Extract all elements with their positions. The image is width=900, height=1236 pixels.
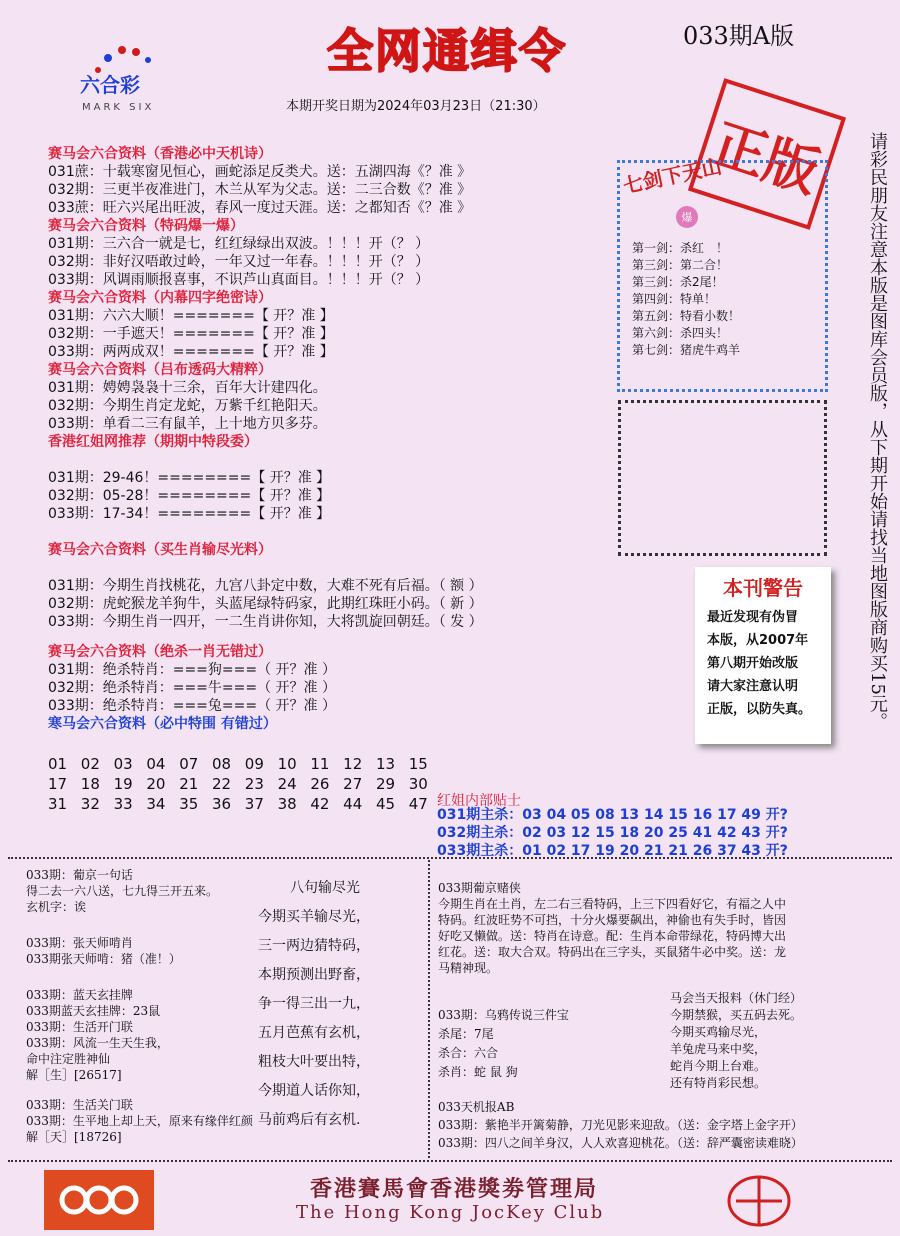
section-6 [48, 541, 483, 631]
section-line: 032期：一手遮天！=======【 开？准 】 [48, 326, 334, 342]
warning-line: 最近发现有伪冒 [707, 610, 799, 625]
hkjc-logo [44, 1170, 154, 1230]
section-title: 赛马会六合资料（香港必中天机诗） [48, 146, 272, 162]
number-cell: 35 [179, 795, 199, 813]
text-line: 033期：紫艳半开篱菊静，刀光见影来迎敌。（送：金字塔上金字开） [438, 1118, 803, 1132]
section-title: 赛马会六合资料（买生肖输尽光料） [48, 542, 272, 558]
poem-line: 八句输尽光 [290, 880, 360, 896]
section-title: 赛马会六合资料（吕布透码大精粹） [48, 362, 272, 378]
section-title: 香港红姐网推荐（期期中特段委） [48, 434, 258, 450]
text-line: 033期：生活开门联 [26, 1020, 133, 1034]
section-line: 033期：两两成双！=======【 开？准 】 [48, 344, 334, 360]
text-line: 033期葡京赌侠 [438, 881, 521, 895]
poem-line: 本期预测出野畜， [258, 967, 370, 983]
number-cell: 42 [310, 795, 330, 813]
page-title: 全网通缉令 [327, 24, 567, 78]
number-cell: 07 [179, 755, 199, 773]
number-row [48, 774, 442, 794]
poem-line: 五月芭蕉有玄机， [258, 1025, 370, 1041]
footer-title-cn: 香港賽馬會香港獎劵管理局 [310, 1176, 599, 1202]
section-line: 031期：今期生肖找桃花，九宫八卦定中数，大难不死有后福。（ 额 ） [48, 578, 483, 594]
number-cell: 29 [375, 775, 396, 793]
poem-line: 今期买羊输尽光， [258, 909, 370, 925]
number-cell: 38 [277, 795, 297, 813]
sword-item: 第五剑：特看小数！ [632, 309, 741, 323]
main-kill-row: 033期主杀：01 02 17 19 20 21 21 26 37 43 开? [437, 843, 788, 859]
section-line: 032期：三更半夜准进门，木兰从军为父志。送：二三合数《？准 》 [48, 182, 472, 198]
hongjie-title: 红姐内部贴士 [437, 793, 521, 809]
sword-item: 第七剑：猪虎牛鸡羊 [632, 343, 741, 357]
section-line: 032期：非好汉唔敢过岭，一年又过一年春。！！！开（？ ） [48, 254, 430, 270]
text-line: 今期禁猴，买五码去死。 [670, 1008, 803, 1022]
number-cell: 15 [408, 755, 428, 773]
section-5 [48, 433, 483, 523]
section-line: 033期：风调雨顺报喜事，不识芦山真面目。！！！开（？ ） [48, 272, 430, 288]
sword-item: 第一剑：杀红 ！ [632, 241, 729, 255]
bottom-left-text [26, 867, 253, 1145]
number-cell: 12 [343, 755, 363, 773]
main-kill-row: 032期主杀：02 03 12 15 18 20 25 41 42 43 开? [437, 825, 788, 841]
section-title: 赛马会六合资料（绝杀一肖无错过） [48, 644, 272, 660]
number-cell: 36 [211, 795, 232, 813]
sword-list [632, 240, 740, 359]
number-cell: 30 [408, 775, 428, 793]
explode-badge: 爆 [676, 206, 698, 228]
text-line: 杀肖：蛇 鼠 狗 [438, 1065, 518, 1079]
text-line: 解［天］[18726] [26, 1130, 122, 1144]
section-line: 031期：29-46！========【 开？准 】 [48, 470, 331, 486]
text-line: 特码。红波旺势不可挡，十分火爆要飙出，神偷也有失手时，皆因 [438, 913, 787, 927]
warning-line: 正版，以防失真。 [707, 702, 812, 717]
number-cell: 09 [244, 755, 264, 773]
number-cell: 32 [80, 795, 100, 813]
section-line: 032期：05-28！========【 开？准 】 [48, 488, 331, 504]
text-line: 羊兔虎马来中奖， [670, 1042, 767, 1056]
text-line: 杀合：六合 [438, 1046, 499, 1060]
text-line: 命中注定胜神仙 [26, 1052, 111, 1066]
main-kill-row: 031期主杀：03 04 05 08 13 14 15 16 17 49 开? [437, 807, 788, 823]
number-cell: 10 [277, 755, 297, 773]
number-grid [48, 754, 442, 814]
number-cell: 24 [277, 775, 297, 793]
number-row [48, 754, 442, 774]
number-row [48, 794, 442, 814]
footer-title-en: The Hong Kong JocKey Club [296, 1202, 605, 1223]
warning-line: 本版，从2007年 [707, 633, 809, 648]
text-line: 解［生］[26517] [26, 1068, 122, 1082]
edition-label: 033期A版 [683, 22, 795, 50]
number-cell: 44 [343, 795, 363, 813]
poem-line: 争一得三出一九， [258, 996, 370, 1012]
number-cell: 22 [211, 775, 232, 793]
text-line: 红花。送：取大合双。特码出在三字头，买鼠猪牛必中奖。送：龙 [438, 945, 787, 959]
section-line: 032期：虎蛇猴龙羊狗牛，头蓝尾绿特码家，此期红珠旺小码。（ 新 ） [48, 596, 483, 612]
number-cell: 04 [146, 755, 166, 773]
section-1 [48, 145, 483, 217]
section-line: 033期：单看二三有鼠羊，上十地方贝多芬。 [48, 416, 327, 432]
number-cell: 47 [408, 795, 428, 813]
number-cell: 13 [375, 755, 396, 773]
text-line: 蛇肖今期上台难。 [670, 1059, 767, 1073]
hongjie-list [437, 806, 788, 860]
number-cell: 02 [80, 755, 100, 773]
blue-section-title: 寒马会六合资料（必中特围 有错过） [48, 716, 277, 732]
draw-date: 本期开奖日期为2024年03月23日（21:30） [286, 99, 546, 114]
poem-block [258, 874, 370, 1135]
number-cell: 37 [244, 795, 264, 813]
seven-swords-title: 七剑下天山 [620, 153, 724, 199]
text-line: 033天机报AB [438, 1100, 515, 1114]
svg-text:六合彩: 六合彩 [80, 73, 140, 97]
warning-line: 请大家注意认明 [707, 679, 799, 694]
section-line: 031期：绝杀特肖：===狗===（ 开？准 ） [48, 662, 337, 678]
sword-item: 第三剑：第二合！ [632, 258, 729, 272]
number-cell: 03 [113, 755, 133, 773]
number-cell: 19 [113, 775, 133, 793]
text-line: 033期蓝天玄挂牌：23鼠 [26, 1004, 161, 1018]
svg-text:MARK SIX: MARK SIX [82, 102, 155, 113]
section-line: 032期：今期生肖定龙蛇，万紫千红艳阳天。 [48, 398, 327, 414]
number-cell: 23 [244, 775, 264, 793]
text-line: 033期：葡京一句话 [26, 868, 133, 882]
text-line: 玄机字：诶 [26, 900, 87, 914]
text-line: 杀尾：7尾 [438, 1027, 494, 1041]
poem-line: 三一两边猜特码， [258, 938, 370, 954]
warning-title: 本刊警告 [723, 576, 803, 600]
side-notice: 请彩民朋友注意本版是图库会员版，从下期开始请找当地图版商购买15元。 [867, 132, 888, 731]
text-line: 好吃又懒做。送：特肖在诗意。配：生肖本命带绿花，特码博大出 [438, 929, 787, 943]
horse-block [670, 990, 802, 1092]
section-line: 031期：三六合一就是七，红红绿绿出双波。！！！开（？ ） [48, 236, 430, 252]
section-line: 031蔗：十载寒窗见恒心，画蛇添足反类犬。送：五湖四海《？准 》 [48, 164, 472, 180]
divider [8, 1160, 892, 1162]
section-line: 032期：绝杀特肖：===牛===（ 开？准 ） [48, 680, 337, 696]
text-line: 得二去一六八送，七九得三开五来。 [26, 884, 219, 898]
number-cell: 45 [375, 795, 396, 813]
text-line: 033期：生平地上却上天，原来有缘伴红颜 [26, 1114, 253, 1128]
bottom-right-text [438, 880, 786, 976]
section-title: 赛马会六合资料（内幕四字绝密诗） [48, 290, 272, 306]
text-line: 还有特肖彩民想。 [670, 1076, 767, 1090]
text-line: 马会当天报料（休门经） [670, 991, 803, 1005]
section-title: 赛马会六合资料（特码爆一爆） [48, 218, 244, 234]
section-line: 033期：绝杀特肖：===兔===（ 开？准 ） [48, 698, 337, 714]
text-line: 033期：蓝天玄挂牌 [26, 988, 133, 1002]
number-cell: 20 [146, 775, 166, 793]
mark-six-logo [78, 40, 198, 120]
text-line: 今期买鸡输尽光， [670, 1025, 767, 1039]
section-2 [48, 217, 483, 289]
section-list [48, 145, 483, 733]
number-cell: 17 [48, 775, 68, 793]
lottery-board-logo [724, 1172, 794, 1230]
number-cell: 33 [113, 795, 133, 813]
section-line: 031期：娉娉袅袅十三余，百年大计建四化。 [48, 380, 327, 396]
divider [428, 860, 430, 1158]
poem-line: 马前鸡后有玄机. [258, 1112, 361, 1128]
section-line: 033期：今期生肖一四开，一二生肖讲你知，大将凯旋回朝廷。（ 发 ） [48, 614, 483, 630]
text-line: 033期：张天师啃肖 [26, 936, 133, 950]
section-4 [48, 361, 483, 433]
text-line: 033期：乌鸦传说三件宝 [438, 1008, 569, 1022]
number-cell: 01 [48, 755, 68, 773]
authentic-stamp: 正版 [688, 78, 846, 230]
section-line: 033蔗：旺六兴尾出旺波，春风一度过天涯。送：之都知否《？准 》 [48, 200, 472, 216]
divider [8, 857, 892, 859]
section-line: 031期：六六大顺！=======【 开？准 】 [48, 308, 334, 324]
text-line: 033期：生活关门联 [26, 1098, 133, 1112]
number-cell: 08 [211, 755, 232, 773]
warning-line: 第八期开始改版 [707, 656, 799, 671]
sword-item: 第六剑：杀四头！ [632, 326, 729, 340]
poem-line: 今期道人话你知， [258, 1083, 370, 1099]
section-line: 033期：17-34！========【 开？准 】 [48, 506, 331, 522]
poem-line: 粗枝大叶要出特， [258, 1054, 370, 1070]
section-3 [48, 289, 483, 361]
number-cell: 18 [80, 775, 100, 793]
number-cell: 34 [146, 795, 166, 813]
text-line: 今期生肖在土肖，左二右三看特码，上三下四看好它，有福之人中 [438, 897, 787, 911]
text-line: 033期：四八之间羊身汉，人人欢喜迎桃花。（送：辞严囊密读难晓） [438, 1136, 803, 1150]
number-cell: 11 [310, 755, 330, 773]
tianji-block [438, 1098, 803, 1152]
number-cell: 26 [310, 775, 330, 793]
number-cell: 27 [343, 775, 363, 793]
warning-body [707, 606, 825, 721]
crow-block [438, 1006, 569, 1082]
section-7 [48, 643, 483, 715]
text-line: 033期：风流一生天生我， [26, 1036, 169, 1050]
text-line: 马精神现。 [438, 961, 499, 975]
sword-item: 第四剑：特单！ [632, 292, 717, 306]
number-cell: 31 [48, 795, 68, 813]
number-cell: 21 [179, 775, 199, 793]
sword-item: 第三剑：杀2尾！ [632, 275, 724, 289]
empty-box [618, 400, 827, 556]
text-line: 033期张天师啃：猪（准！） [26, 952, 181, 966]
